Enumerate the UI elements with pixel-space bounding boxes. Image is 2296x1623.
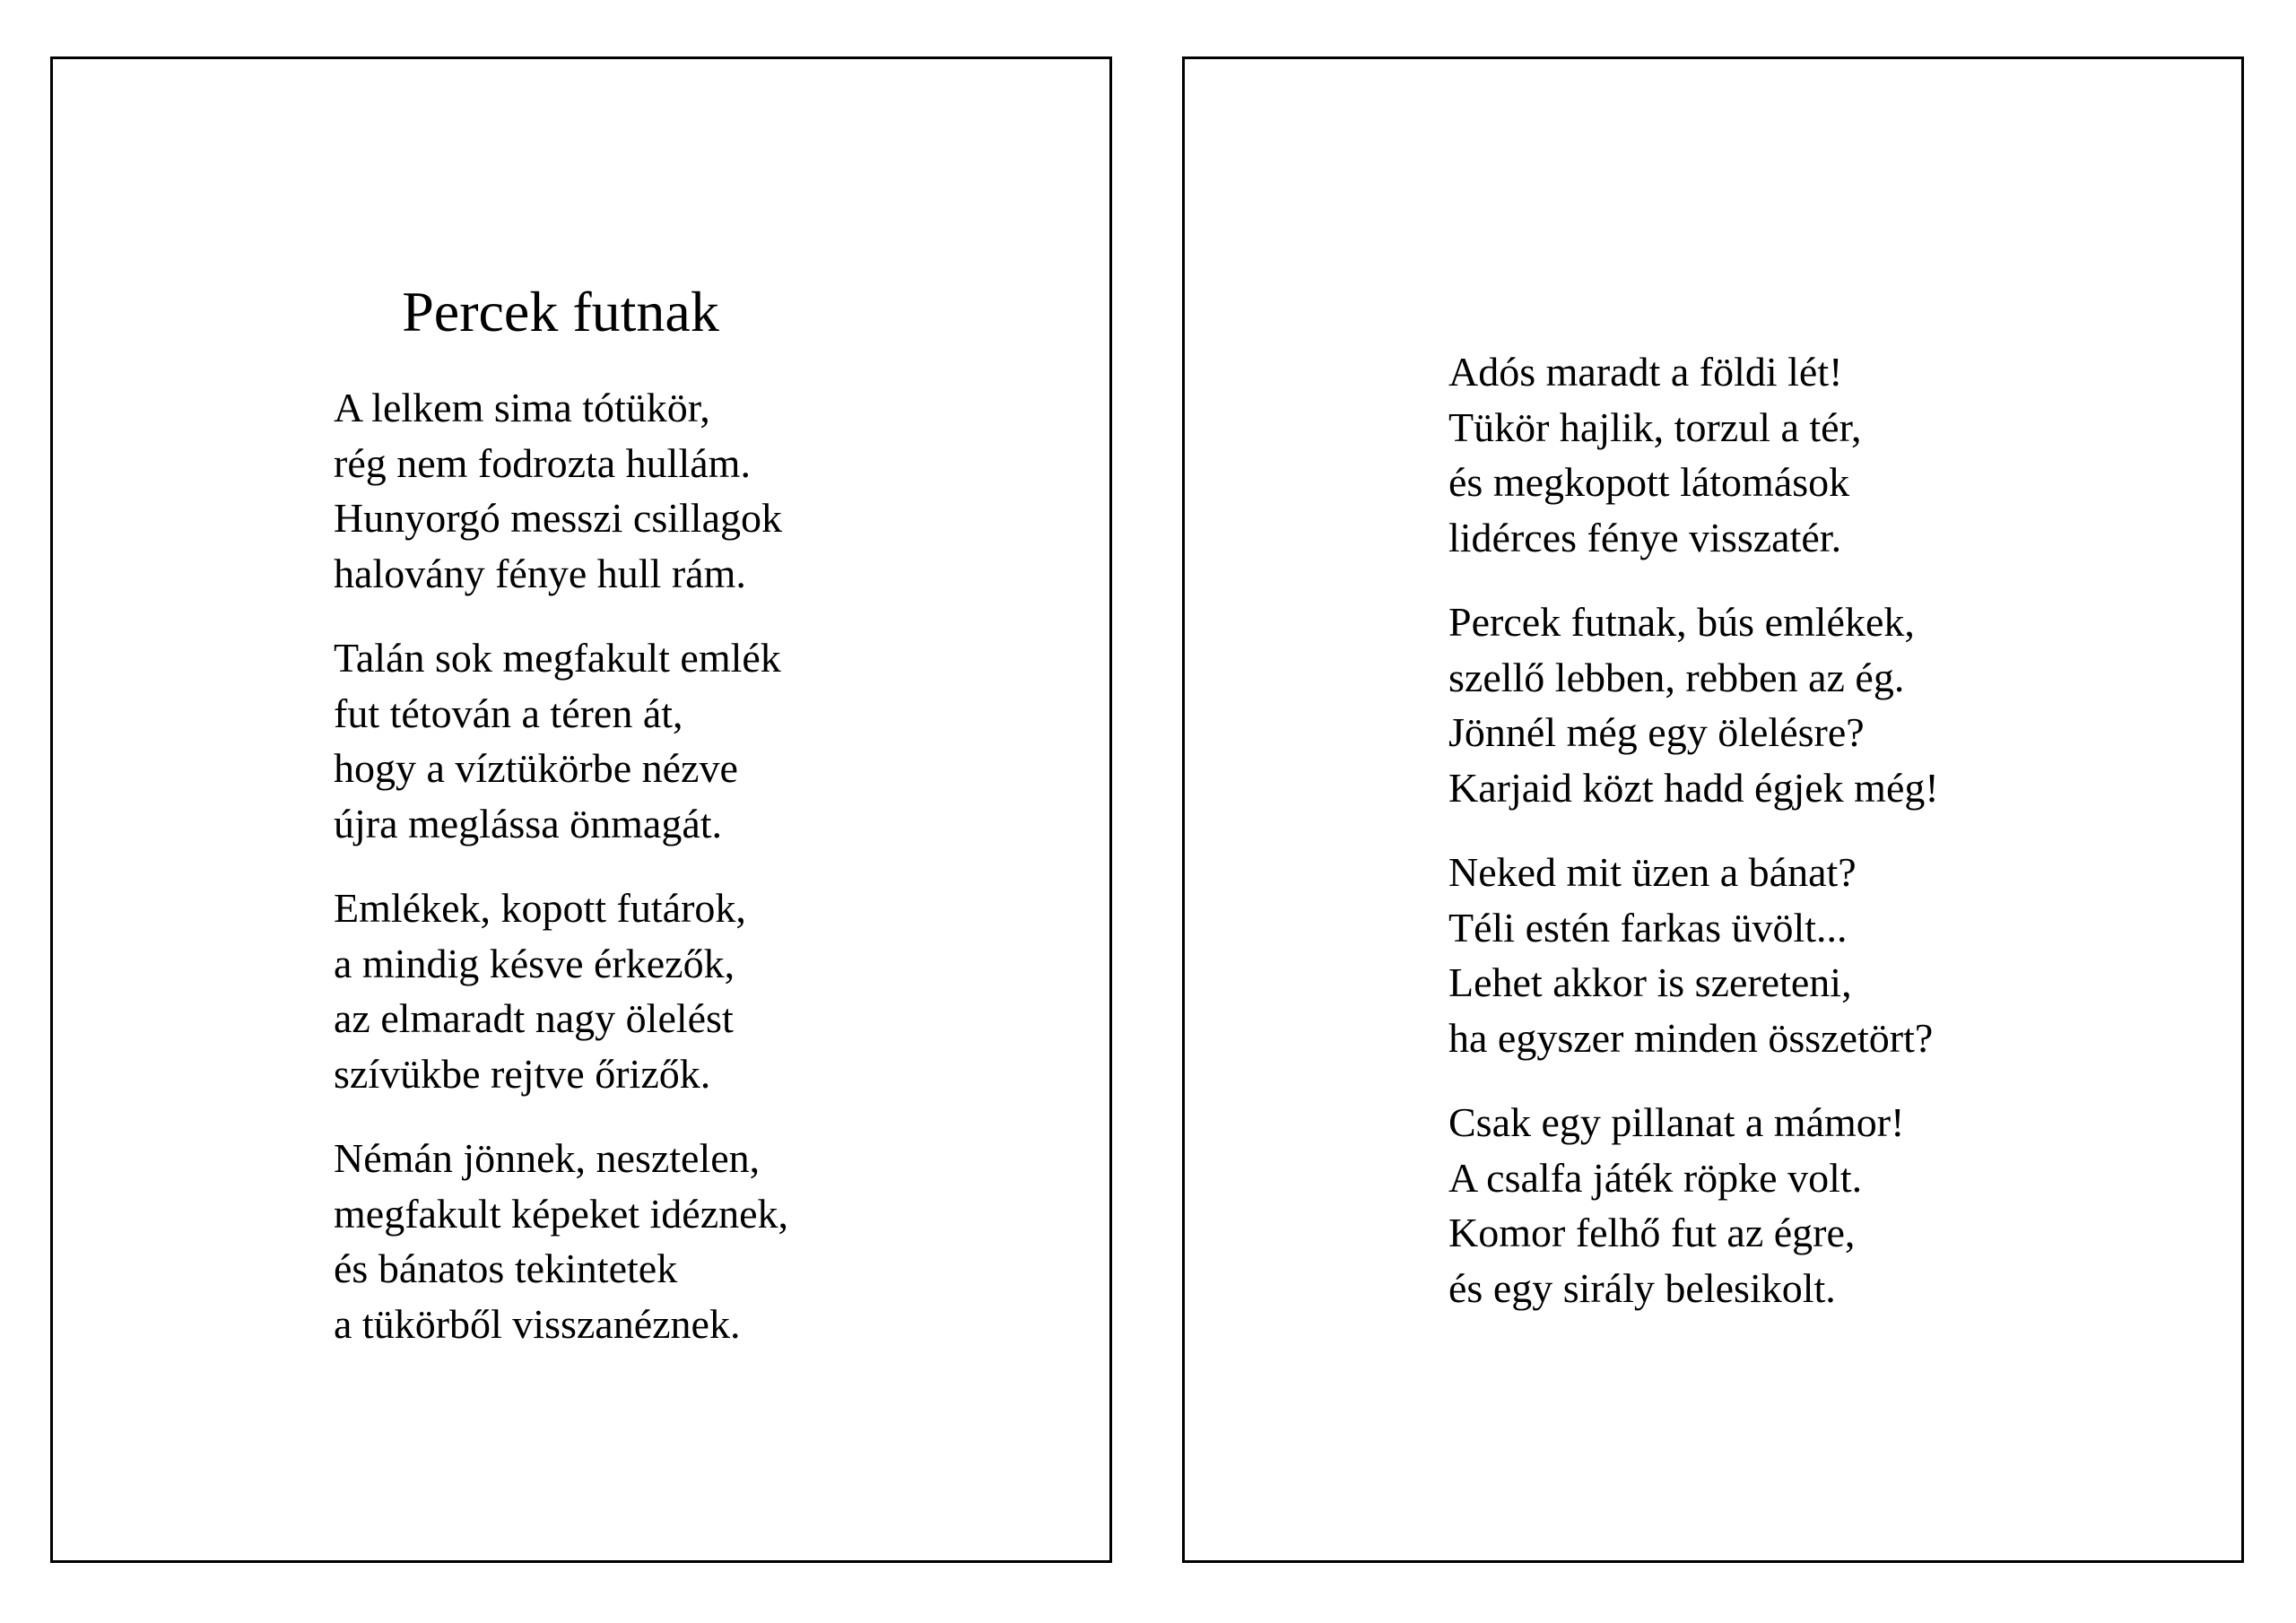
stanza bbox=[334, 881, 788, 1101]
stanza bbox=[334, 630, 788, 851]
poem-line: Emlékek, kopott futárok, bbox=[334, 885, 746, 931]
stanza bbox=[1448, 845, 1939, 1065]
poem-line: lidérces fénye visszatér. bbox=[1448, 514, 1842, 560]
poem-line: és megkopott látomások bbox=[1448, 459, 1850, 505]
poem-line: Talán sok megfakult emlék bbox=[334, 635, 781, 681]
right-page bbox=[1182, 56, 2244, 1563]
poem-line: Jönnél még egy ölelésre? bbox=[1448, 709, 1865, 755]
poem-line: Komor felhő fut az égre, bbox=[1448, 1210, 1856, 1255]
poem-line: Téli estén farkas üvölt... bbox=[1448, 904, 1848, 950]
poem-line: Percek futnak, bús emlékek, bbox=[1448, 599, 1915, 645]
poem-line: Némán jönnek, nesztelen, bbox=[334, 1135, 761, 1181]
poem-line: és bánatos tekintetek bbox=[334, 1245, 678, 1291]
poem-line: megfakult képeket idéznek, bbox=[334, 1190, 789, 1237]
poem-line: A lelkem sima tótükör, bbox=[334, 385, 710, 430]
poem-body-left bbox=[334, 380, 788, 1381]
poem-line: Tükör hajlik, torzul a tér, bbox=[1448, 404, 1862, 450]
stanza bbox=[334, 380, 788, 601]
poem-line: halovány fénye hull rám. bbox=[334, 550, 746, 596]
poem-line: ha egyszer minden összetört? bbox=[1448, 1014, 1934, 1061]
poem-line: Karjaid közt hadd égjek még! bbox=[1448, 764, 1939, 811]
poem-title: Percek futnak bbox=[402, 280, 719, 343]
poem-line: az elmaradt nagy ölelést bbox=[334, 995, 734, 1041]
poem-line: újra meglássa önmagát. bbox=[334, 800, 723, 846]
poem-body-right bbox=[1448, 344, 1939, 1345]
stanza bbox=[1448, 595, 1939, 815]
poem-line: Lehet akkor is szereteni, bbox=[1448, 959, 1852, 1005]
poem-line: és egy sirály belesikolt. bbox=[1448, 1264, 1836, 1311]
stanza bbox=[1448, 344, 1939, 565]
poem-line: a tükörből visszanéznek. bbox=[334, 1300, 741, 1347]
poem-line: Csak egy pillanat a mámor! bbox=[1448, 1099, 1905, 1145]
poem-line: fut tétován a téren át, bbox=[334, 690, 683, 736]
poem-line: A csalfa játék röpke volt. bbox=[1448, 1154, 1863, 1201]
poem-line: a mindig késve érkezők, bbox=[334, 940, 735, 986]
stanza bbox=[334, 1131, 788, 1351]
stanza bbox=[1448, 1095, 1939, 1315]
poem-line: Neked mit üzen a bánat? bbox=[1448, 849, 1857, 895]
poem-line: szívükbe rejtve őrizők. bbox=[334, 1050, 711, 1097]
poem-line: rég nem fodrozta hullám. bbox=[334, 439, 751, 486]
poem-line: Adós maradt a földi lét! bbox=[1448, 349, 1843, 395]
poem-line: hogy a víztükörbe nézve bbox=[334, 745, 738, 791]
poem-line: szellő lebben, rebben az ég. bbox=[1448, 654, 1905, 700]
poem-line: Hunyorgó messzi csillagok bbox=[334, 495, 782, 541]
left-page bbox=[50, 56, 1112, 1563]
